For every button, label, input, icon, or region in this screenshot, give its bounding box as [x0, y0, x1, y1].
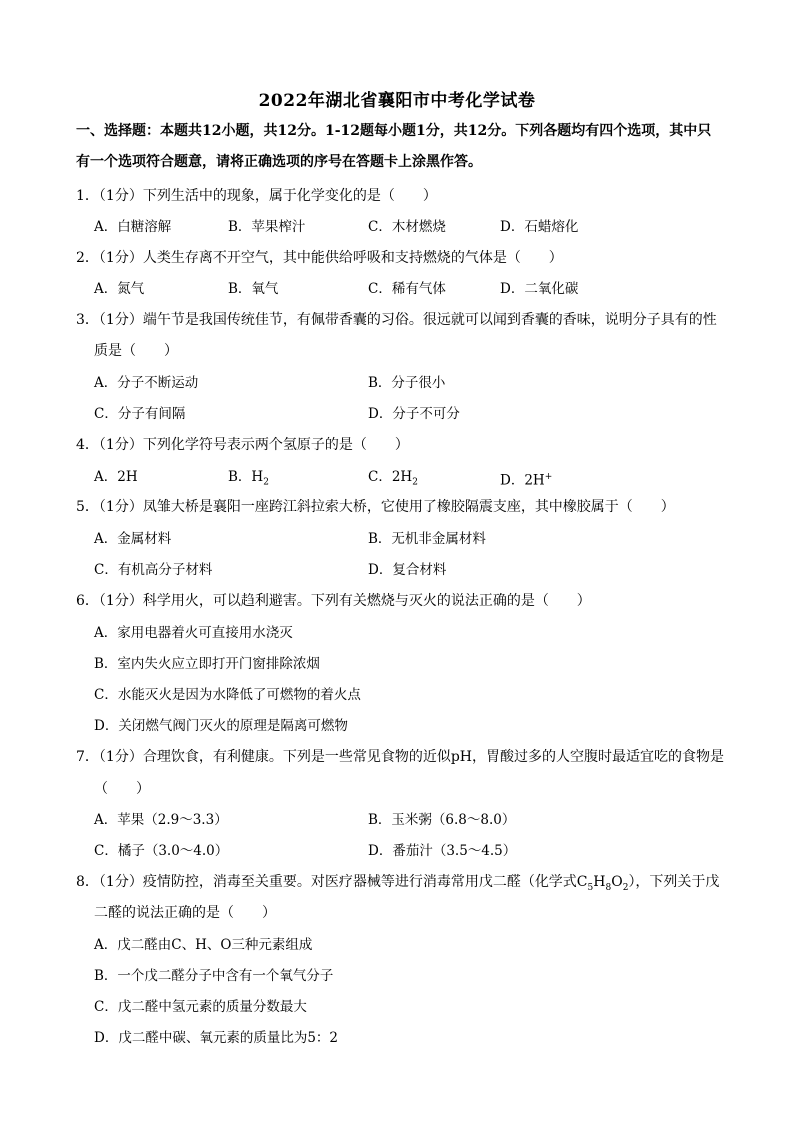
exam-title: 2022年湖北省襄阳市中考化学试卷: [258, 91, 536, 111]
question-5-option-a: A．金属材料: [94, 531, 172, 547]
question-8-option-d: D．戊二醛中碳、氧元素的质量比为5：2: [94, 1030, 339, 1046]
question-8-stem: 8．（1分）疫情防控，消毒至关重要。对医疗器械等进行消毒常用戊二醛（化学式$C_5H_8O_2$），下列关于戊: [76, 874, 720, 893]
question-2-option-a: A．氮气: [94, 281, 145, 297]
question-6-option-a: A．家用电器着火可直接用水浇灭: [94, 625, 293, 641]
question-4-option-d: D．2H+: [500, 472, 553, 489]
question-8-stem-continued: 二醛的说法正确的是（ ）: [94, 905, 276, 921]
question-2-option-b: B．氧气: [228, 281, 279, 297]
section-heading-line-1: 一、选择题：本题共12小题，共12分。1-12题每小题1分，共12分。下列各题均有四个选项，其中只: [76, 123, 712, 139]
question-1-option-c: C．木材燃烧: [368, 219, 446, 235]
question-1-option-a: A．白糖溶解: [94, 219, 172, 235]
question-5-stem: 5．（1分）凤雏大桥是襄阳一座跨江斜拉索大桥，它使用了橡胶隔震支座，其中橡胶属于（ ）: [76, 499, 675, 515]
question-2-option-c: C．稀有气体: [368, 281, 446, 297]
question-5-option-d: D．复合材料: [368, 562, 447, 578]
question-7-option-b: B．玉米粥（6.8～8.0）: [368, 812, 516, 828]
question-2-option-d: D．二氧化碳: [500, 281, 579, 297]
question-4-stem: 4．（1分）下列化学符号表示两个氢原子的是（ ）: [76, 437, 409, 453]
question-7-option-a: A．苹果（2.9～3.3）: [94, 812, 228, 828]
question-3-option-a: A．分子不断运动: [94, 375, 199, 391]
question-3-stem-continued: 质是（ ）: [94, 343, 178, 359]
question-3-option-b: B．分子很小: [368, 375, 446, 391]
section-heading: [76, 116, 730, 178]
question-1-stem: 1．（1分）下列生活中的现象，属于化学变化的是（ ）: [76, 188, 437, 204]
question-4-option-c: C．$2H_2$: [368, 469, 418, 488]
question-7-option-d: D．番茄汁（3.5～4.5）: [368, 843, 517, 859]
question-6-option-b: B．室内失火应立即打开门窗排除浓烟: [94, 656, 320, 672]
question-7-option-c: C．橘子（3.0～4.0）: [94, 843, 229, 859]
question-8-option-a: A．戊二醛由C、H、O三种元素组成: [94, 937, 313, 953]
question-7-stem: 7．（1分）合理饮食，有利健康。下列是一些常见食物的近似pH，胃酸过多的人空腹时最适宜吃的食物是: [76, 749, 724, 765]
question-4-option-a: A．2H: [94, 469, 138, 485]
question-6-option-c: C．水能灭火是因为水降低了可燃物的着火点: [94, 687, 361, 703]
question-1-option-b: B．苹果榨汁: [228, 219, 306, 235]
question-2-stem: 2．（1分）人类生存离不开空气，其中能供给呼吸和支持燃烧的气体是（ ）: [76, 250, 563, 266]
question-5-option-b: B．无机非金属材料: [368, 531, 486, 547]
question-7-stem-continued: （ ）: [94, 781, 150, 797]
question-3-option-c: C．分子有间隔: [94, 406, 186, 422]
question-6-option-d: D．关闭燃气阀门灭火的原理是隔离可燃物: [94, 718, 348, 734]
question-3-option-d: D．分子不可分: [368, 406, 460, 422]
question-4-option-b: B．$H_2$: [228, 469, 269, 488]
question-3-stem: 3．（1分）端午节是我国传统佳节，有佩带香囊的习俗。很远就可以闻到香囊的香味，说明分子具有的性: [76, 312, 717, 328]
question-1-option-d: D．石蜡熔化: [500, 219, 579, 235]
question-8-option-b: B．一个戊二醛分子中含有一个氧气分子: [94, 968, 334, 984]
question-6-stem: 6．（1分）科学用火，可以趋利避害。下列有关燃烧与灭火的说法正确的是（ ）: [76, 593, 591, 609]
section-heading-line-2: 有一个选项符合题意，请将正确选项的序号在答题卡上涂黑作答。: [76, 154, 482, 170]
question-5-option-c: C．有机高分子材料: [94, 562, 213, 578]
question-8-option-c: C．戊二醛中氢元素的质量分数最大: [94, 999, 307, 1015]
